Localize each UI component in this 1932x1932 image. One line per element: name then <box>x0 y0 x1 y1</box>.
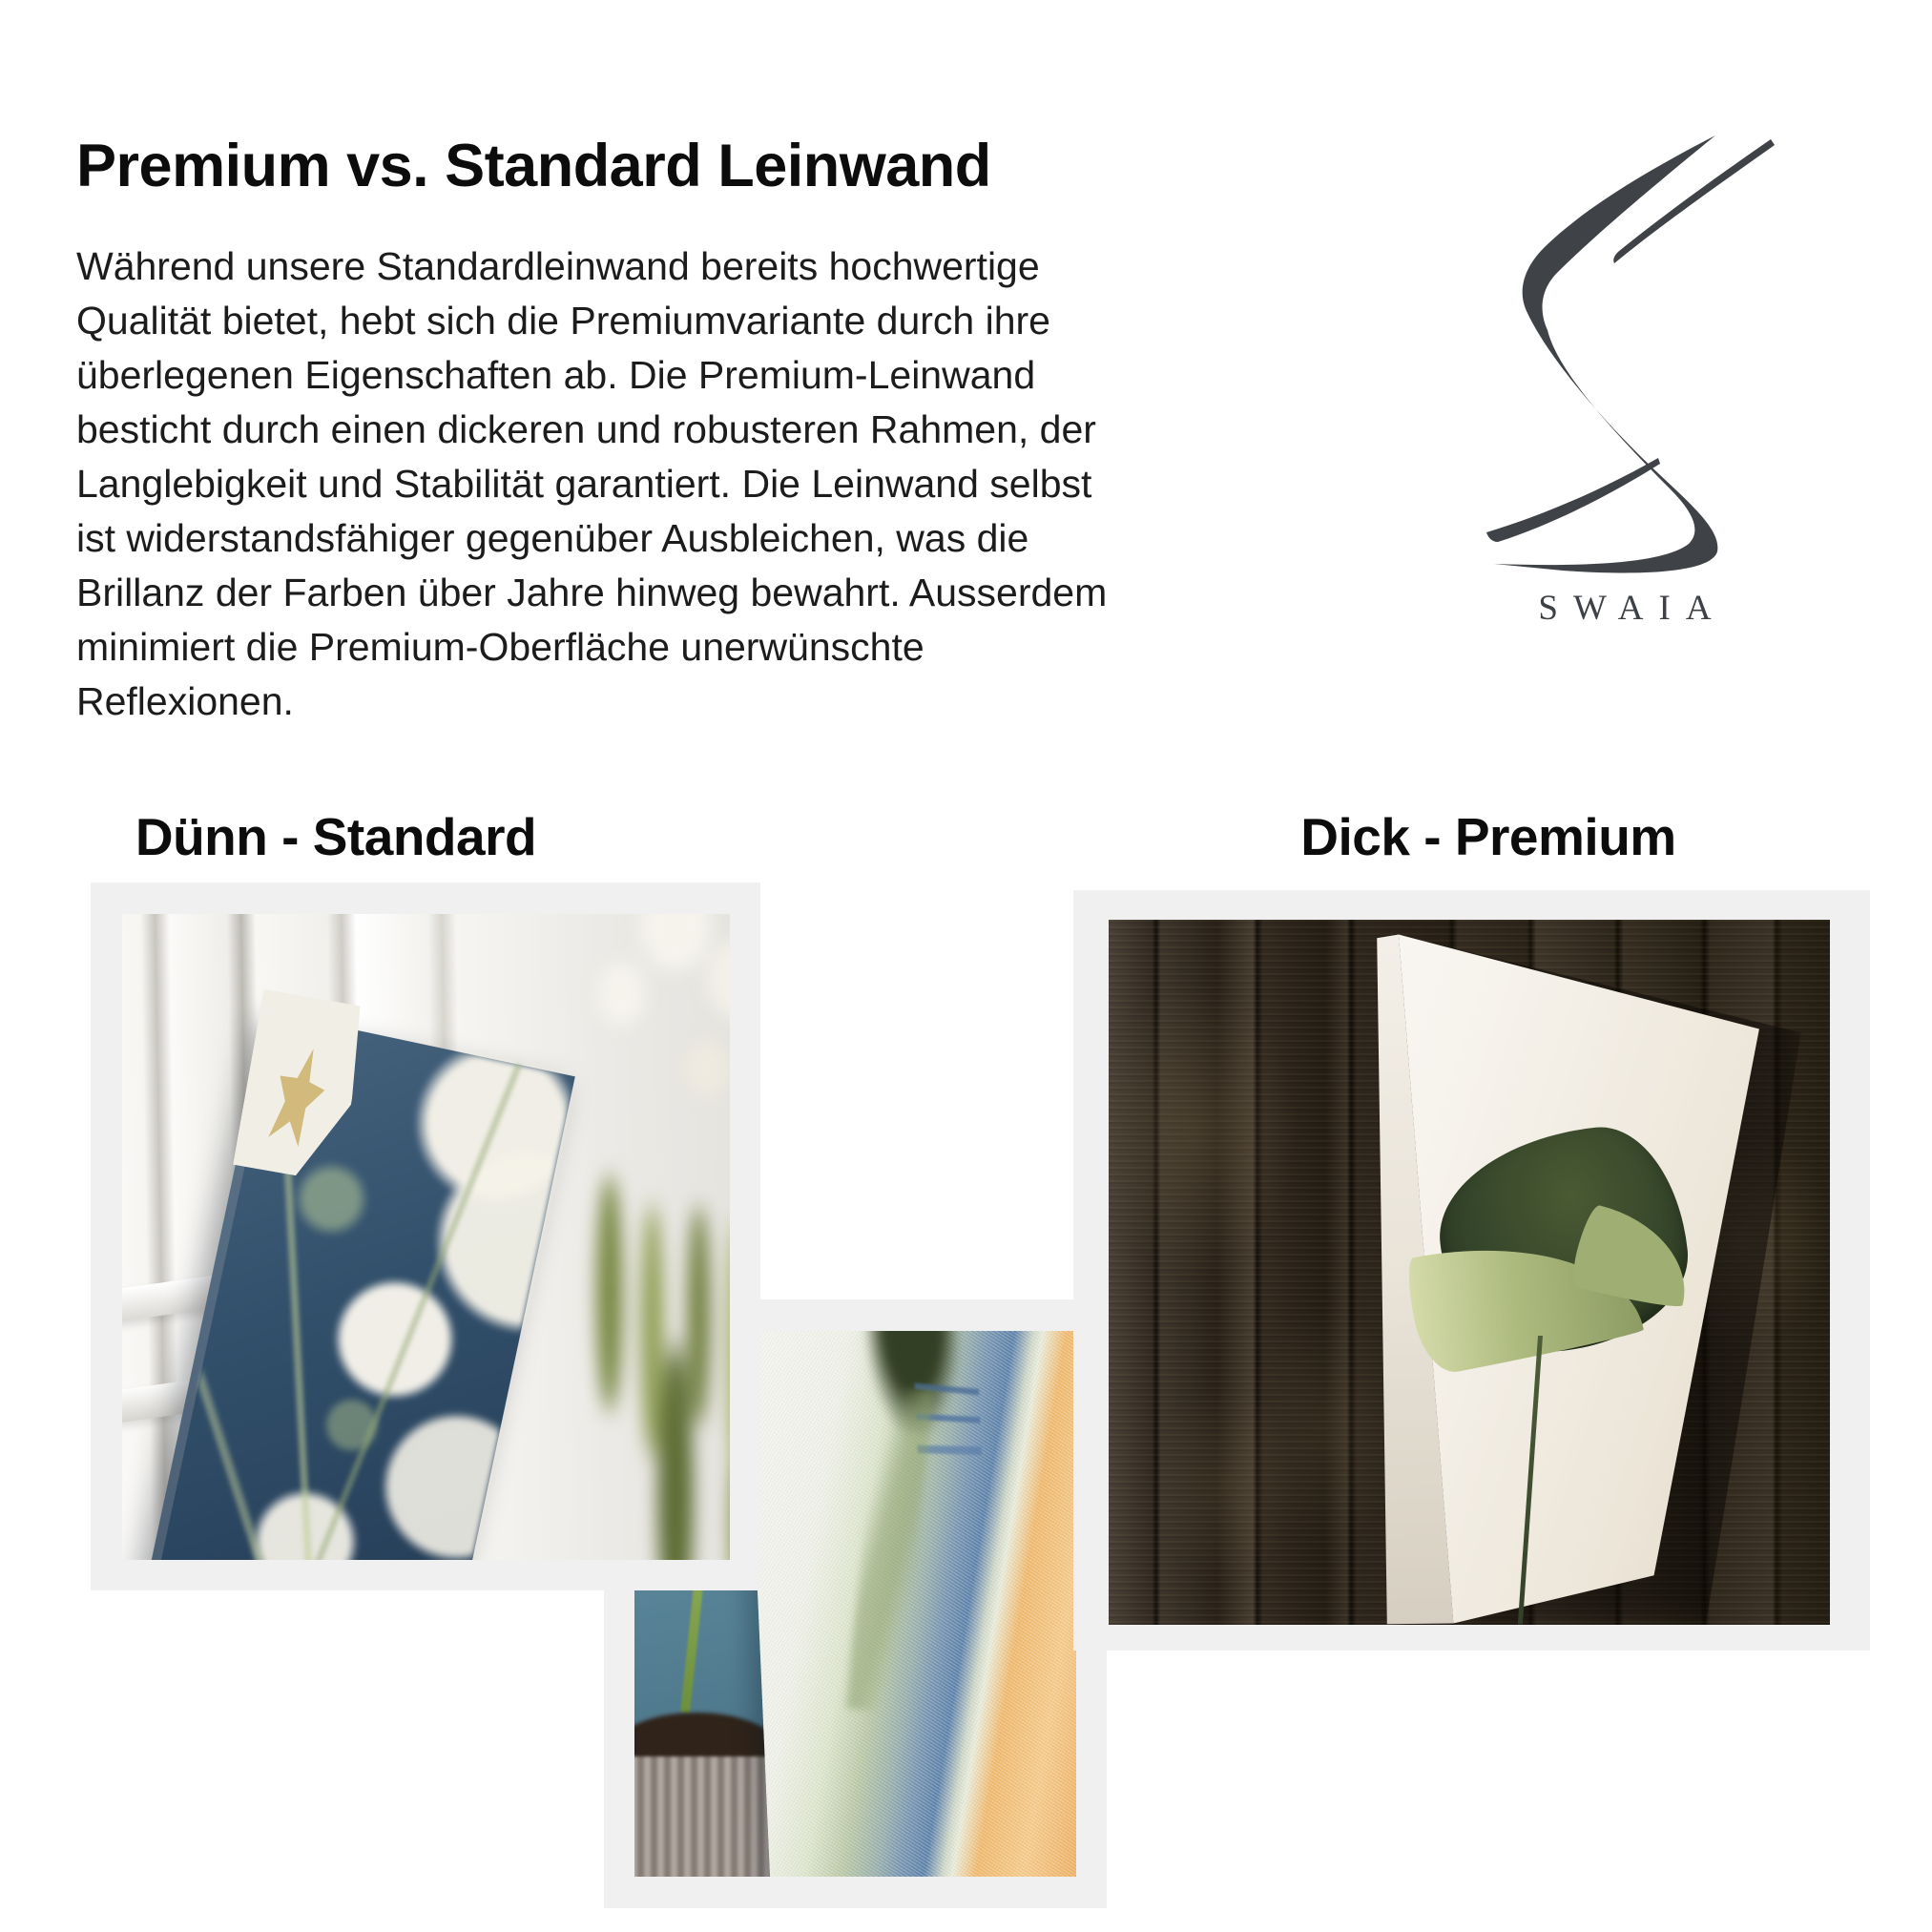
premium-canvas-photo <box>1109 920 1830 1625</box>
green-paint-streak <box>846 1385 934 1714</box>
swaia-s-swoosh-icon <box>1471 84 1778 582</box>
page-title: Premium vs. Standard Leinwand <box>76 133 991 200</box>
label-standard-thin: Dünn - Standard <box>135 807 537 866</box>
brand-logo <box>1471 84 1780 647</box>
standard-canvas-photo <box>122 914 730 1560</box>
brand-name: SWAIA <box>1538 589 1727 628</box>
standard-canvas-card <box>91 883 760 1590</box>
premium-canvas-card <box>1073 890 1870 1651</box>
ribbed-planter <box>634 1756 772 1877</box>
label-premium-thick: Dick - Premium <box>1300 807 1676 866</box>
star-print <box>259 1041 337 1154</box>
canvas-corner-closeup <box>745 1331 1076 1877</box>
intro-paragraph: Während unsere Standardleinwand bereits hochwertige Qualität bietet, hebt sich die Premiumvariante durch ihre überlegenen Eigenschaften ab. Die Premium-Leinwand besticht durch einen dickeren und robusteren Rahmen, der Langlebigkeit und Stabilität garantiert. Die Leinwand selbst ist widerstandsfähiger gegenüber Ausbleichen, was die Brillanz der Farben über Jahre hinweg bewahrt. Ausserdem minimiert die Premium-Oberfläche unerwünschte Reflexionen. <box>76 244 1108 723</box>
